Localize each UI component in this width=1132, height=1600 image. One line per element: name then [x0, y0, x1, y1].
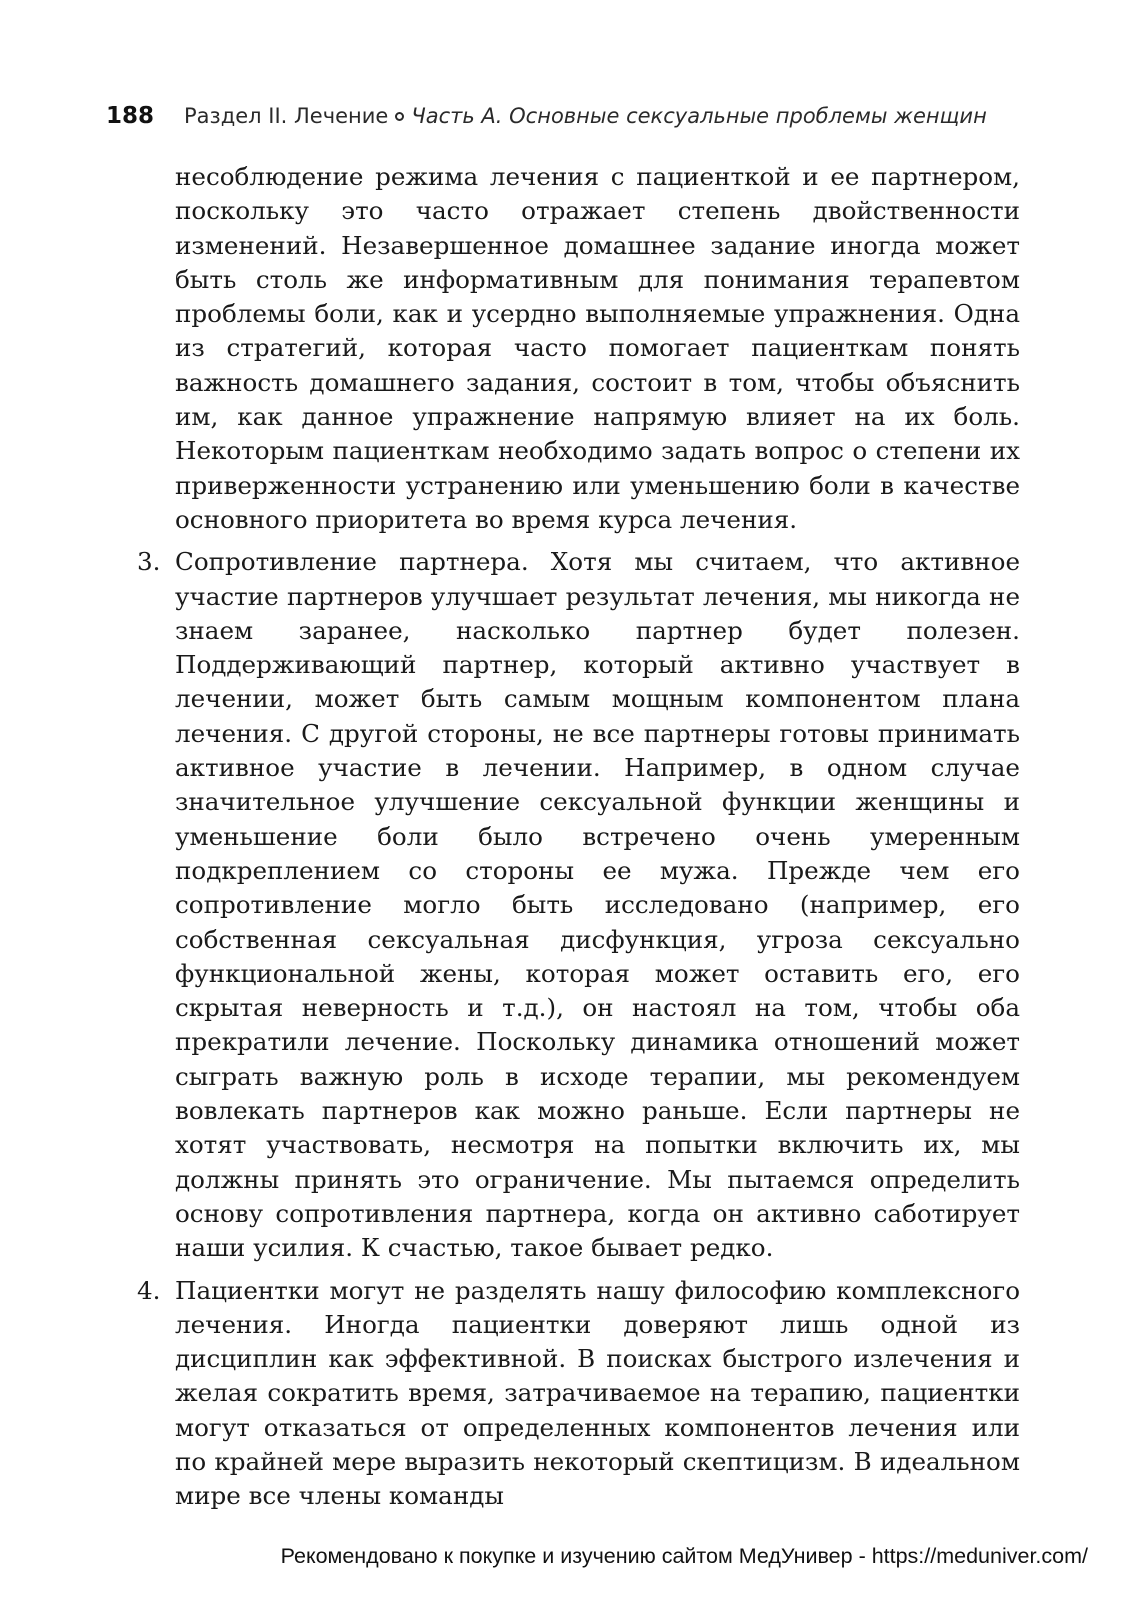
list-item-3 — [137, 545, 1020, 1265]
page-number: 188 — [106, 103, 155, 129]
continuation-paragraph: несоблюдение режима лечения с пациенткой и ее партнером, поскольку это часто отражает степень двойственности изменений. Незавершенное домашнее задание иногда может быть столь же информативным для понимания терапевтом проблемы боли, как и усердно выполняемые упражнения. Одна из стратегий, которая часто помогает пациенткам понять важность домашнего задания, состоит в том, чтобы объяснить им, как данное упражнение напрямую влияет на их боль. Некоторым пациенткам необходимо задать вопрос о степени их приверженности устранению или уменьшению боли в качестве основного приоритета во время курса лечения. — [175, 162, 1020, 534]
list-item-number: 3. — [137, 547, 161, 577]
list-item-text: Сопротивление партнера. Хотя мы считаем, что активное участие партнеров улучшает результат лечения, мы никогда не знаем заранее, насколько партнер будет полезен. Поддерживающий партнер, который активно участвует в лечении, может быть самым мощным компонентом плана лечения. С другой стороны, не все партнеры готовы принимать активное участие в лечении. Например, в одном случае значительное улучшение сексуальной функции женщины и уменьшение боли было встречено очень умеренным подкреплением со стороны ее мужа. Прежде чем его сопротивление могло быть исследовано (например, его собственная сексуальная дисфункция, угроза сексуально функциональной жены, которая может оставить его, его скрытая неверность и т.д.), он настоял на том, чтобы оба прекратили лечение. Поскольку динамика отношений может сыграть важную роль в исходе терапии, мы рекомендуем вовлекать партнеров как можно раньше. Если партнеры не хотят участвовать, несмотря на попытки включить их, мы должны принять это ограничение. Мы пытаемся определить основу сопротивления партнера, когда он активно саботирует наши усилия. К счастью, такое бывает редко. — [175, 547, 1020, 1263]
list-item-text: Пациентки могут не разделять нашу философию комплексного лечения. Иногда пациентки доверяют лишь одной из дисциплин как эффективной. В поисках быстрого излечения и желая сократить время, затрачиваемое на терапию, пациентки могут отказаться от определенных компонентов лечения или по крайней мере выразить некоторый скептицизм. В идеальном мире все члены команды — [175, 1275, 1020, 1511]
part-title: Часть А. Основные сексуальные проблемы женщин — [411, 104, 987, 128]
running-header — [106, 98, 1026, 134]
list-item-number: 4. — [137, 1275, 161, 1305]
list-item-4 — [137, 1274, 1020, 1514]
footer-watermark: Рекомендовано к покупке и изучению сайтом МедУнивер - https://meduniver.com/ — [280, 1544, 1088, 1568]
section-title: Раздел II. Лечение — [184, 104, 389, 128]
separator-circle-icon — [395, 112, 404, 121]
page-body — [137, 160, 1020, 1514]
